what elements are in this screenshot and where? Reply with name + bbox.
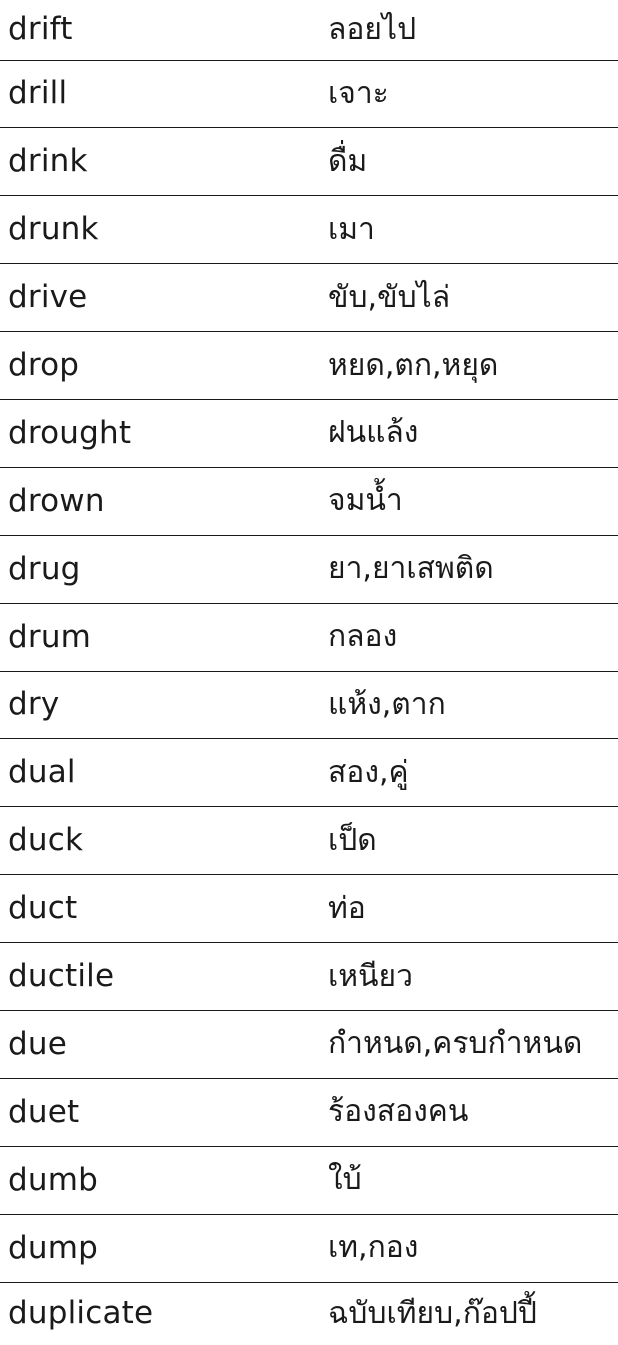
table-row (0, 739, 618, 807)
english-word: drop (0, 332, 320, 400)
thai-meaning: ฝนแล้ง (320, 399, 618, 467)
table-row (0, 467, 618, 535)
table-row (0, 128, 618, 196)
english-word: duet (0, 1078, 320, 1146)
thai-meaning: ท่อ (320, 875, 618, 943)
table-row (0, 943, 618, 1011)
thai-meaning: แห้ง,ตาก (320, 671, 618, 739)
table-row (0, 807, 618, 875)
thai-meaning: ใบ้ (320, 1146, 618, 1214)
thai-meaning: สอง,คู่ (320, 739, 618, 807)
table-row (0, 1078, 618, 1146)
thai-meaning: หยด,ตก,หยุด (320, 332, 618, 400)
english-word: drum (0, 603, 320, 671)
table-row (0, 0, 618, 60)
thai-meaning: กำหนด,ครบกำหนด (320, 1010, 618, 1078)
english-word: duck (0, 807, 320, 875)
table-row (0, 1214, 618, 1282)
thai-meaning: เหนียว (320, 943, 618, 1011)
english-word: drug (0, 535, 320, 603)
english-word: drill (0, 60, 320, 128)
table-row (0, 399, 618, 467)
table-row (0, 875, 618, 943)
table-row (0, 603, 618, 671)
english-word: drift (8, 11, 73, 48)
table-row (0, 671, 618, 739)
table-row (0, 1282, 618, 1345)
table-row (0, 60, 618, 128)
thai-meaning: เมา (320, 196, 618, 264)
table-row (0, 332, 618, 400)
english-word: drive (0, 264, 320, 332)
english-word: drought (0, 399, 320, 467)
thai-meaning: ขับ,ขับไล่ (320, 264, 618, 332)
english-word: dual (0, 739, 320, 807)
thai-meaning: กลอง (320, 603, 618, 671)
english-word: drown (0, 467, 320, 535)
thai-meaning: เท,กอง (320, 1214, 618, 1282)
table-row (0, 196, 618, 264)
english-word: dumb (0, 1146, 320, 1214)
english-word: dump (0, 1214, 320, 1282)
thai-meaning: จมน้ำ (320, 467, 618, 535)
thai-meaning: เจาะ (320, 60, 618, 128)
english-word: ductile (0, 943, 320, 1011)
thai-meaning: ฉบับเทียบ,ก๊อปปี้ (320, 1282, 618, 1345)
table-row (0, 1146, 618, 1214)
english-word: due (0, 1010, 320, 1078)
table-row (0, 1010, 618, 1078)
english-word: drink (0, 128, 320, 196)
english-word: dry (0, 671, 320, 739)
table-row (0, 264, 618, 332)
table-row (0, 535, 618, 603)
english-word: duct (0, 875, 320, 943)
thai-meaning: ดื่ม (320, 128, 618, 196)
english-word: duplicate (0, 1282, 320, 1345)
thai-meaning: ร้องสองคน (320, 1078, 618, 1146)
thai-meaning: ยา,ยาเสพติด (320, 535, 618, 603)
thai-meaning: เป็ด (320, 807, 618, 875)
thai-meaning: ลอยไป (328, 11, 417, 47)
english-word: drunk (0, 196, 320, 264)
